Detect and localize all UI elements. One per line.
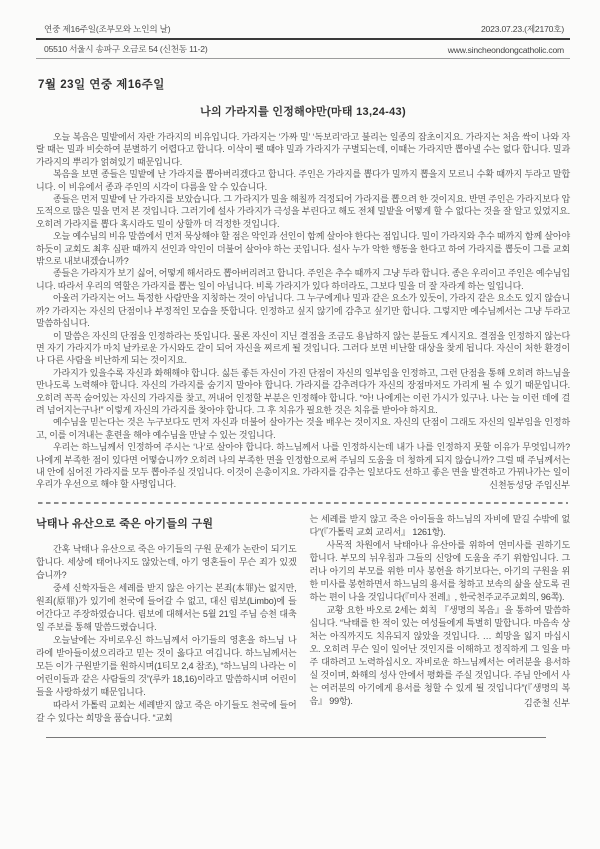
footer-rule xyxy=(46,737,546,738)
paragraph: 중세 신학자들은 세례를 받지 않은 아기는 본죄(本罪)는 없지만, 원죄(原罪)가 있기에 천국에 들어갈 수 없고, 대신 림보(Limbo)에 들어간다고 주장하였습니다. 림보에 대해서는 5월 21일 주님 승천 대축일 주보를 통해 말씀드렸습니다. xyxy=(36,583,297,633)
paragraph: 오늘 복음은 밀밭에서 자란 가라지의 비유입니다. 가라지는 ‘가짜 밀’ ‘독보리’라고 불리는 일종의 잡초이지요. 가라지는 처음 싹이 나와 자랄 때는 밀과 비슷하여 분별하기 어렵다고 합니다. 이삭이 팰 때야 밀과 가라지가 구별되는데, 이때는 가라지만 뽑아낼 수는 없다 합니다. 밀과 가라지의 뿌리가 얽혀있기 때문입니다. xyxy=(36,132,570,167)
second-article-signature: 김준철 신부 xyxy=(524,698,570,708)
header-website: www.sincheondongcatholic.com xyxy=(447,45,564,55)
header-date-issue: 2023.07.23.(제2170호) xyxy=(480,24,564,34)
second-article-title: 낙태나 유산으로 죽은 아기들의 구원 xyxy=(36,518,214,531)
header-bottom-row xyxy=(36,40,570,58)
article-date-heading: 7월 23일 연중 제16주일 xyxy=(38,79,165,91)
paragraph: 따라서 가톨릭 교회는 세례받지 않고 죽은 아기들도 천국에 들어갈 수 있다는 희망을 품습니다. “교회 xyxy=(36,700,297,724)
second-article-right-column xyxy=(310,513,571,725)
header-issue-title: 연중 제16주일(조부모와 노인의 날) xyxy=(44,24,171,34)
paragraph: 교황 요한 바오로 2세는 회칙 『생명의 복음』을 통하여 말씀하십니다. “낙태를 한 적이 있는 여성들에게 특별히 말합니다. 마음속 상처는 아직까지도 치유되지 않았을 것입니다. … 희망을 잃지 마십시오. 오히려 무슨 일이 일어난 것인지를 이해하고 정직하게 그 일을 마주 대하려고 노력하십시오. 자비로운 하느님께서는 여러분을 용서하실 것이며, 화해의 성사 안에서 평화를 주실 것입니다. 주님 안에서 사는 여러분의 아기에게 용서를 청할 수 있게 될 것입니다”(『생명의 복음』 99항). xyxy=(309,605,570,707)
article-signature: 신천동성당 주임신부 xyxy=(489,480,570,491)
paragraph: 사목적 차원에서 낙태아나 유산아를 위하여 연미사를 권하기도 합니다. 부모의 뉘우침과 그들의 신앙에 도움을 주기 위함입니다. 그러나 아기의 부모를 위한 미사 봉헌을 하기보다는, 아기의 구원을 위한 미사를 봉헌하면서 하느님의 용서를 청하고 보속의 삶을 살도록 권하는 편이 나을 것입니다(『미사 전례』, 한국천주교주교회의, 96쪽). xyxy=(309,540,570,603)
paragraph: 오늘날에는 자비로우신 하느님께서 아기들의 영혼을 하느님 나라에 받아들이셨으리라고 믿는 것이 옳다고 여깁니다. 하느님께서는 모든 이가 구원받기를 원하시며(1티모 2,4 참조), “하느님의 나라는 이 어린이들과 같은 사람들의 것”(루카 18,16)이라고 말씀하시며 어린이들을 사랑하셨기 때문입니다. xyxy=(36,635,297,698)
paragraph: 종들은 먼저 밀밭에 난 가라지를 보았습니다. 그 가라지가 밀을 해칠까 걱정되어 가라지를 뽑으려 한 것이지요. 반면 주인은 가라지보다 압도적으로 많은 밀을 먼저 본 것입니다. 그러기에 설사 가라지가 극성을 부린다고 해도 전체 밀밭을 어떻게 할 수 없다는 것을 잘 알고 있었지요. 오히려 가라지를 뽑다 혹시라도 밀이 상할까 더 걱정한 것입니다. xyxy=(36,194,570,229)
header-address: 05510 서울시 송파구 오금로 54 (신천동 11-2) xyxy=(44,44,208,54)
header-top-row xyxy=(36,20,570,38)
paragraph: 복음을 보면 종들은 밀밭에 난 가라지를 뽑아버리겠다고 합니다. 주인은 가라지를 뽑다가 밀까지 뽑을지 모르니 수확 때까지 두라고 말합니다. 이 비유에서 종과 주인의 시각이 다름을 알 수 있습니다. xyxy=(36,169,570,192)
article-body xyxy=(36,131,570,491)
article-title: 나의 가라지를 인정해야만(마태 13,24-43) xyxy=(200,106,406,118)
paragraph: 우리는 하느님께서 인정하여 주시는 ‘나’로 살아야 합니다. 하느님께서 나를 인정하시는데 내가 나를 인정하지 못할 이유가 무엇입니까? 나에게 부족한 점이 있다면 어떻습니까? 오히려 나의 부족한 면을 인정함으로써 주님의 도움을 더 청하게 되지 않습니까? 그럴 때 주님께서는 내 안에 심어진 가라지를 모두 뽑아주실 것입니다. 이것이 은총이지요. 가라지를 감추는 일보다도 선하고 좋은 면을 발견하고 가꿔나가는 일이 우리가 우선으로 해야 할 사명입니다. xyxy=(36,442,570,490)
paragraph: 오늘 예수님의 비유 말씀에서 먼저 묵상해야 할 점은 악인과 선인이 함께 살아야 한다는 점입니다. 밀이 가라지와 추수 때까지 함께 살아야 하듯이 교회도 최후 심판 때까지 선인과 악인이 더불어 살아야 하는 곳입니다. 설사 누가 악한 행동을 한다고 하여 가라지를 뽑듯이 그를 교회 밖으로 내보내겠습니까? xyxy=(36,231,570,267)
paragraph: 간혹 낙태나 유산으로 죽은 아기들의 구원 문제가 논란이 되기도 합니다. 세상에 태어나지도 않았는데, 아기 영혼들이 무슨 죄가 있겠습니까? xyxy=(36,544,297,581)
paragraph: 가라지가 있을수록 자신과 화해해야 합니다. 싫든 좋든 자신이 가진 단점이 자신의 일부임을 인정하고, 그런 단점을 통해 오히려 하느님을 만나도록 노력해야 합니다. 자신의 가라지를 숨기지 말아야 합니다. 가라지를 감추려다가 자신의 장점마저도 가리게 될 수 있기 때문입니다. 오히려 꼭꼭 숨어있는 자신의 가라지를 찾고, 꺼내어 인정할 부분은 인정해야 합니다. “아! 나에게는 이런 가시가 있구나. 나는 늘 이런 데에 걸려 넘어지는구나!” 이렇게 자신의 가라지를 찾아야 합니다. 그 후 치유가 필요한 것은 치유를 받아야 하지요. xyxy=(36,367,570,415)
second-article-left-column xyxy=(36,513,297,725)
second-article-left-body xyxy=(36,543,297,725)
paragraph: 종들은 가라지가 보기 싫어, 어떻게 해서라도 뽑아버리려고 합니다. 주인은 추수 때까지 그냥 두라 합니다. 종은 우리이고 주인은 예수님입니다. 따라서 우리의 역할은 가라지를 뽑는 일이 아닙니다. 비록 가라지가 있다 하더라도, 그보다 밀을 더 잘 자라게 하는 일입니다. xyxy=(36,268,570,291)
paragraph: 아울러 가라지는 어느 특정한 사람만을 지칭하는 것이 아닙니다. 그 누구에게나 밀과 같은 요소가 있듯이, 가라지 같은 요소도 있지 않습니까? 가라지는 자신의 단점이나 부정적인 모습을 뜻합니다. 인정하고 싶지 않기에 감추고 싶기만 합니다. 그렇지만 예수님께서는 그냥 두라고 말씀하십니다. xyxy=(36,293,570,329)
paragraph: 예수님을 믿는다는 것은 누구보다도 먼저 자신과 더불어 살아가는 것을 배우는 것이지요. 자신의 단점이 그래도 자신의 일부임을 인정하고, 이를 이겨내는 훈련을 해야 예수님을 만날 수 있는 것입니다. xyxy=(36,417,570,440)
dashed-divider xyxy=(38,502,568,504)
second-article-right-body xyxy=(310,539,571,708)
header-thin-rule xyxy=(36,58,570,59)
paragraph: 이 말씀은 자신의 단점을 인정하라는 뜻입니다. 물론 자신이 지닌 결점을 조금도 용납하지 않는 분들도 계시지요. 결점을 인정하지 않는다면 자기 가라지가 마치 날카로운 가시와도 같이 되어 자신을 찌르게 될 것입니다. 그러다 보면 비난할 대상을 찾게 됩니다. 자신이 처한 환경이나 다른 사람을 비난하게 되는 것이지요. xyxy=(36,330,570,366)
second-article xyxy=(36,513,570,725)
second-article-continuation: 는 세례를 받지 않고 죽은 아이들을 하느님의 자비에 맡길 수밖에 없다”(『가톨릭 교회 교리서』 1261항). xyxy=(309,514,570,538)
